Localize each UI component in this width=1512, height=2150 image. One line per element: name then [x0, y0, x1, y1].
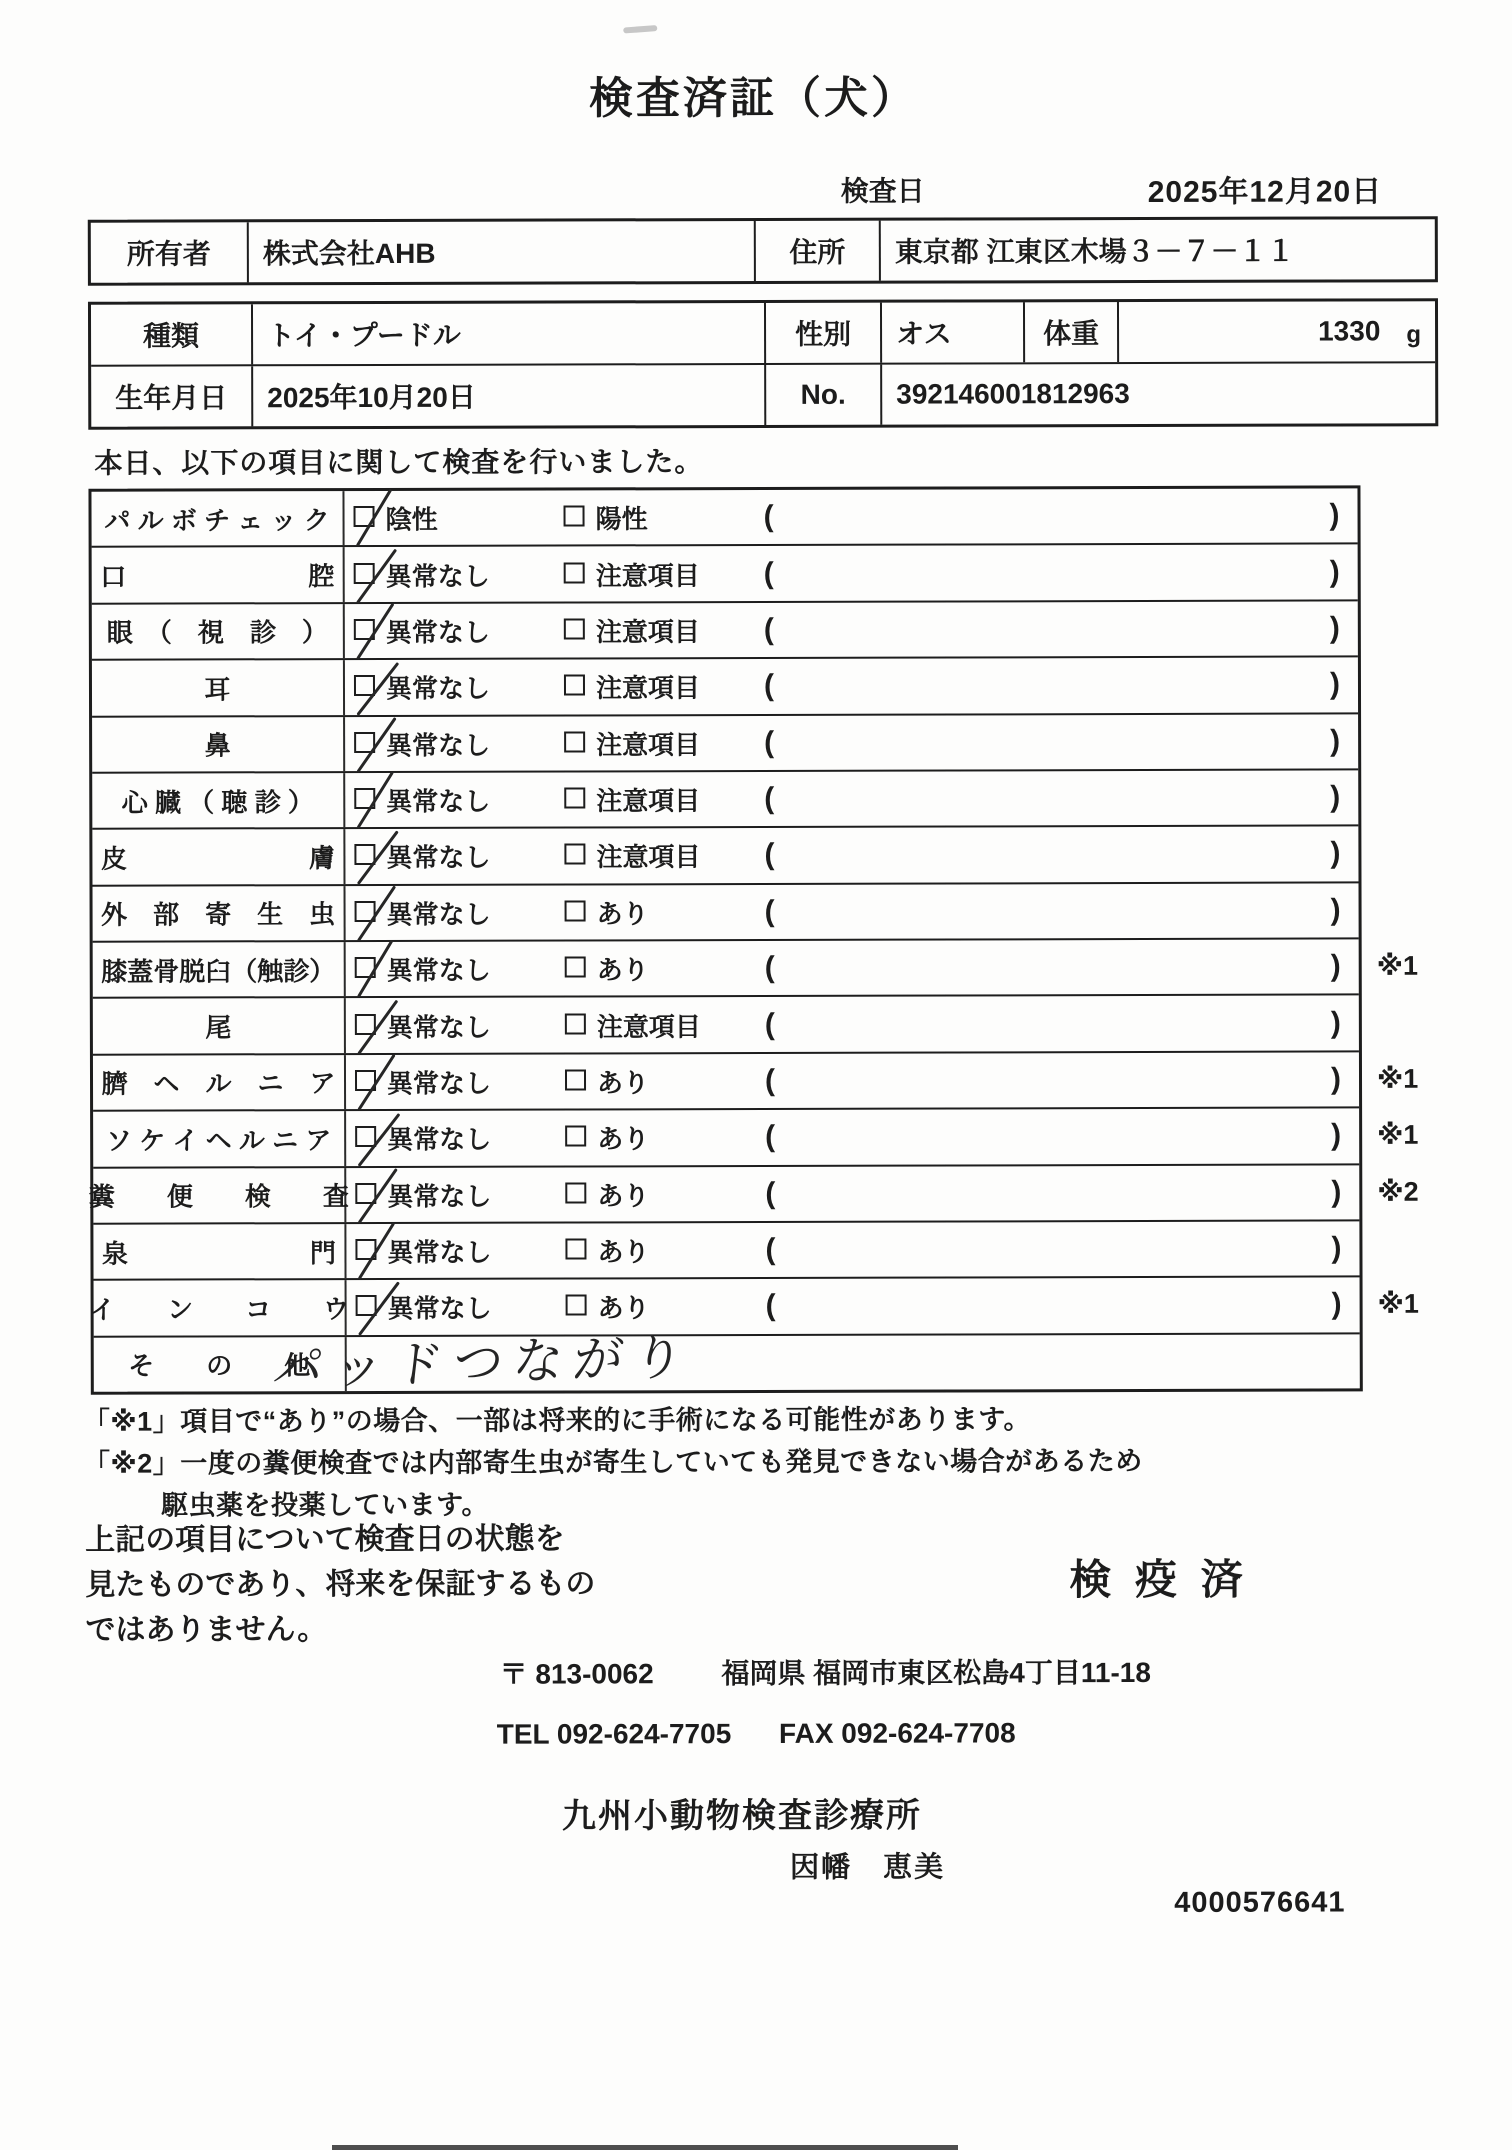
checklist-item-label: 口 腔	[92, 547, 345, 602]
checkbox-box	[565, 1013, 586, 1034]
checklist-row-11	[93, 1109, 1419, 1169]
postal-code: 〒 813-0062	[499, 1658, 654, 1690]
no-value: 392146001812963	[896, 378, 1130, 410]
address-label: 住所	[756, 221, 881, 281]
checklist-item-label: 眼 （ 視 診 ）	[92, 604, 345, 659]
remark-paren-close: )	[1331, 1287, 1342, 1321]
exam-date-value: 2025年12月20日	[1147, 175, 1383, 209]
remark-paren-close: )	[1331, 1231, 1342, 1265]
option1-label: 異常なし	[387, 1180, 492, 1212]
scan-edge-artifact	[332, 2145, 958, 2150]
option1-checkbox	[354, 732, 378, 756]
checklist-row-5	[92, 770, 1358, 830]
intro-text: 本日、以下の項目に関して検査を行いました。	[94, 446, 704, 479]
remark-paren-close: )	[1330, 893, 1341, 927]
checklist-item-label: 尾	[93, 998, 346, 1053]
remark-paren-open: (	[763, 669, 775, 703]
option1-label: 異常なし	[386, 729, 491, 761]
option1-checkbox	[356, 1295, 380, 1319]
checkbox-box	[565, 1239, 586, 1260]
checklist-row-4	[92, 714, 1358, 774]
checklist-item-label: 心 臓 （ 聴 診 ）	[92, 773, 345, 828]
remark-paren-open: (	[764, 838, 775, 872]
checklist-row-2	[92, 601, 1358, 661]
owner-table	[88, 216, 1438, 286]
checkbox-box	[564, 506, 585, 527]
birth-value: 2025年10月20日	[253, 365, 766, 426]
birth-label: 生年月日	[91, 366, 253, 426]
option2-checkbox	[566, 1295, 590, 1319]
remark-paren-open: (	[764, 725, 775, 759]
option2-checkbox	[565, 900, 589, 924]
disclaimer-text: 上記の項目について検査日の状態を 見たものであり、将来を保証するもの ではありません。	[85, 1522, 596, 1647]
owner-label: 所有者	[91, 222, 249, 282]
weight-unit: g	[1406, 321, 1422, 349]
checklist-item-label: そ の 他	[94, 1337, 347, 1392]
remark-paren-open: (	[764, 1007, 775, 1041]
option2-label: 注意項目	[596, 729, 701, 760]
option2-label: あり	[596, 898, 649, 929]
weight-label: 体重	[1025, 302, 1119, 362]
checklist-row-10	[93, 1052, 1419, 1112]
checkbox-box	[564, 618, 585, 639]
clinic-name: 九州小動物検査診療所	[561, 1796, 922, 1836]
page-title: 検査済証（犬）	[588, 73, 919, 124]
quarantine-stamp: 検 疫 済	[1069, 1555, 1249, 1604]
option1-label: 異常なし	[385, 673, 491, 704]
remark-paren-close: )	[1329, 667, 1341, 701]
weight-value: 1330	[1318, 315, 1381, 347]
footnote-2: 「※2」一度の糞便検査では内部寄生虫が寄生していても発見できない場合があるため	[82, 1445, 1143, 1479]
option2-label: あり	[597, 1236, 650, 1267]
remark-paren-open: (	[764, 782, 775, 816]
checklist-row-6	[92, 827, 1358, 887]
remark-paren-open: (	[765, 1233, 776, 1267]
checkbox-box	[565, 900, 586, 921]
remark-paren-close: )	[1330, 724, 1341, 758]
checklist-item-label: 糞 便 検 査	[93, 1168, 346, 1223]
option1-checkbox	[354, 619, 378, 643]
checklist-row-1	[92, 545, 1358, 605]
option2-label: あり	[597, 1124, 650, 1155]
sex-value: オス	[882, 302, 1025, 362]
option1-label: 異常なし	[386, 1011, 491, 1043]
owner-value: 株式会社AHB	[249, 221, 756, 282]
option1-checkbox	[355, 1070, 379, 1094]
pet-table	[88, 298, 1438, 430]
remark-paren-close: )	[1330, 949, 1341, 983]
option2-checkbox	[565, 1182, 589, 1206]
option2-checkbox	[564, 731, 588, 755]
checklist-row-7	[93, 883, 1359, 943]
checklist-row-9	[93, 996, 1359, 1056]
option1-label: 陰性	[385, 504, 438, 535]
checkbox-box	[564, 731, 585, 752]
checklist-item-label: 鼻	[92, 717, 345, 772]
remark-paren-close: )	[1330, 1006, 1341, 1040]
footnote-marker: ※2	[1377, 1176, 1419, 1207]
option2-checkbox	[564, 675, 588, 699]
checkbox-box	[564, 675, 585, 696]
remark-paren-close: )	[1329, 555, 1340, 589]
option2-checkbox	[564, 788, 588, 812]
checklist-row-12	[88, 1165, 1419, 1225]
checkbox-box	[564, 844, 585, 865]
option1-checkbox	[355, 957, 379, 981]
option1-label: 異常なし	[386, 786, 491, 817]
footnote-marker: ※1	[1376, 1063, 1419, 1094]
clinic-address: 福岡県 福岡市東区松島4丁目11-18	[721, 1656, 1151, 1690]
clinic-phone-line	[497, 1717, 1016, 1750]
option1-label: 異常なし	[386, 899, 491, 930]
remark-paren-open: (	[764, 894, 775, 928]
footnote-2-continued: 駆虫薬を投薬しています。	[161, 1489, 490, 1521]
option2-label: 注意項目	[596, 842, 701, 873]
checklist-item-label: パ ル ボ チ ェ ッ ク	[91, 491, 344, 546]
weight-value-cell	[1119, 301, 1435, 362]
option2-checkbox	[564, 562, 588, 586]
checklist-item-label: 耳	[92, 660, 345, 715]
checkbox-box	[565, 1069, 586, 1090]
option2-checkbox	[565, 1013, 589, 1037]
checklist-row-13	[93, 1221, 1359, 1281]
remark-paren-close: )	[1331, 1118, 1342, 1152]
option2-label: 注意項目	[595, 672, 701, 704]
option2-label: 注意項目	[595, 616, 700, 647]
breed-label: 種類	[91, 304, 253, 364]
option1-checkbox	[354, 506, 378, 530]
checklist-item-label: イ ン コ ウ	[94, 1280, 347, 1335]
option1-checkbox	[354, 844, 378, 868]
option2-checkbox	[565, 1238, 589, 1262]
remark-paren-close: )	[1329, 611, 1340, 645]
option2-checkbox	[564, 844, 588, 868]
checklist-item-label: 泉 門	[93, 1224, 346, 1279]
option1-checkbox	[354, 788, 378, 812]
checklist-item-label: ソ ケ イ ヘ ル ニ ア	[93, 1111, 346, 1166]
checkbox-box	[565, 1182, 586, 1203]
footnote-marker: ※1	[1377, 1289, 1419, 1320]
option2-label: 注意項目	[595, 560, 700, 591]
option1-checkbox	[355, 901, 379, 925]
breed-value: トイ・プードル	[253, 303, 766, 364]
option1-label: 異常なし	[387, 1237, 492, 1268]
checklist-table	[88, 485, 1419, 1397]
remark-paren-open: (	[763, 556, 774, 590]
remark-paren-close: )	[1330, 1062, 1342, 1096]
option1-label: 異常なし	[386, 1068, 492, 1099]
remark-paren-open: (	[765, 1289, 776, 1323]
option2-checkbox	[565, 1069, 589, 1093]
option1-label: 異常なし	[385, 617, 490, 648]
footnote-marker: ※1	[1376, 950, 1419, 982]
option2-label: 注意項目	[596, 785, 701, 816]
remark-paren-close: )	[1329, 498, 1340, 532]
checklist-item-label: 膝蓋骨脱臼（触診）	[93, 942, 346, 997]
footnote-1: 「※1」項目で“あり”の場合、一部は将来的に手術になる可能性があります。	[82, 1404, 1032, 1437]
remark-paren-open: (	[765, 1120, 776, 1154]
option2-checkbox	[565, 1126, 589, 1150]
remark-paren-open: (	[764, 951, 775, 985]
option2-label: 注意項目	[596, 1011, 701, 1042]
option2-checkbox	[564, 506, 588, 530]
option1-label: 異常なし	[386, 955, 491, 986]
option2-checkbox	[564, 618, 588, 642]
checklist-item-label: 外 部 寄 生 虫	[93, 886, 346, 941]
remark-paren-close: )	[1330, 780, 1341, 814]
option1-checkbox	[355, 1239, 379, 1263]
option2-label: あり	[596, 954, 649, 986]
remark-paren-open: (	[763, 612, 774, 646]
remark-paren-open: (	[764, 1063, 776, 1097]
remark-paren-close: )	[1330, 836, 1341, 870]
address-value: 東京都 江東区木場３－７－１１	[894, 235, 1295, 268]
option2-label: あり	[597, 1293, 650, 1324]
option2-label: あり	[596, 1067, 650, 1098]
checkbox-box	[564, 788, 585, 809]
pet-row-1	[91, 301, 1435, 367]
option2-label: 陽性	[595, 503, 648, 535]
clinic-address-line	[500, 1651, 1151, 1693]
pet-row-2	[91, 363, 1435, 427]
clinic-tel: TEL 092-624-7705	[496, 1718, 732, 1750]
scan-artifact	[623, 25, 657, 33]
footnote-marker: ※1	[1377, 1120, 1419, 1151]
option1-checkbox	[355, 1126, 379, 1150]
remark-paren-open: (	[765, 1176, 776, 1210]
option1-checkbox	[355, 1014, 379, 1038]
sex-label: 性別	[766, 303, 882, 363]
checklist-item-label: 臍 ヘ ル ニ ア	[93, 1055, 346, 1110]
option1-label: 異常なし	[385, 560, 490, 592]
checklist-row-3	[92, 658, 1358, 718]
owner-row	[91, 219, 1435, 283]
checkbox-box	[566, 1295, 587, 1316]
checkbox-box	[565, 1126, 586, 1147]
option2-checkbox	[565, 957, 589, 981]
handwritten-remark: パッドつながり	[270, 1328, 697, 1397]
option1-label: 異常なし	[386, 842, 491, 873]
examiner-name: 因幡 恵美	[790, 1851, 946, 1884]
option1-checkbox	[354, 563, 378, 587]
checklist-row-8	[93, 939, 1419, 999]
checkbox-box	[564, 562, 585, 583]
exam-date-label: 検査日	[840, 175, 925, 207]
checklist-item-label: 皮 膚	[92, 829, 345, 884]
serial-number: 4000576641	[1174, 1886, 1346, 1919]
option2-label: あり	[597, 1180, 650, 1211]
option1-checkbox	[355, 1183, 379, 1207]
option1-label: 異常なし	[387, 1124, 492, 1155]
remark-paren-close: )	[1331, 1175, 1342, 1209]
option1-checkbox	[354, 675, 378, 699]
remark-paren-open: (	[763, 500, 774, 534]
checkbox-box	[565, 957, 586, 978]
clinic-fax: FAX 092-624-7708	[778, 1717, 1016, 1749]
option1-label: 異常なし	[387, 1293, 492, 1324]
checklist-row-0	[91, 488, 1357, 548]
checklist-row-15	[94, 1328, 1360, 1397]
no-label: No.	[766, 365, 882, 425]
